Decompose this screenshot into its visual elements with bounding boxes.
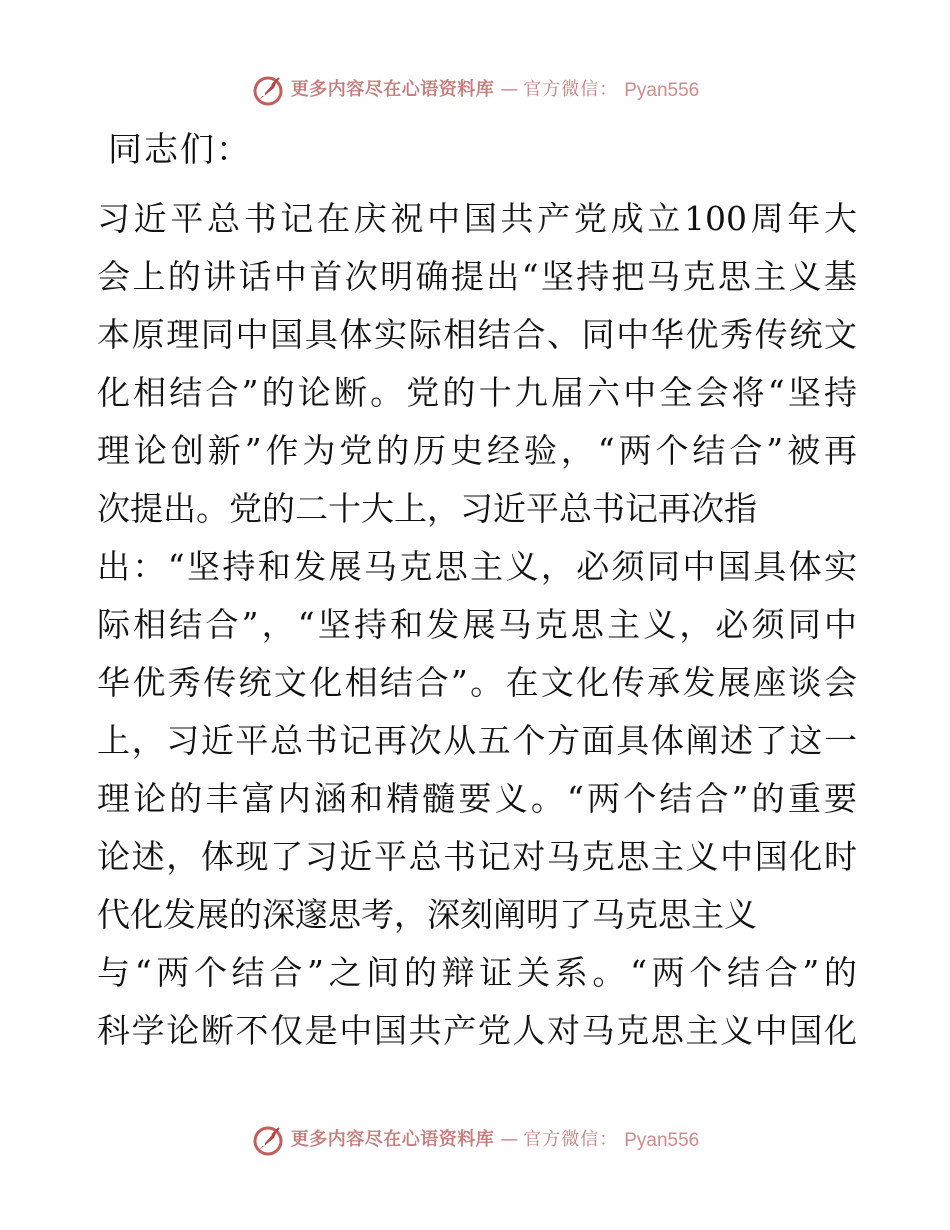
body-line: 本原理同中国具体实际相结合、同中华优秀传统文 <box>97 315 857 354</box>
body-line: 次提出。党的二十大上，习近平总书记再次指 <box>97 489 757 528</box>
body-line: 出：“坚持和发展马克思主义，必须同中国具体实 <box>97 547 857 586</box>
body-line: 与“两个结合”之间的辩证关系。“两个结合”的 <box>97 953 857 992</box>
body-line: 理论的丰富内涵和精髓要义。“两个结合”的重要 <box>97 779 857 818</box>
watermark-separator: — <box>500 1129 518 1150</box>
body-line: 科学论断不仅是中国共产党人对马克思主义中国化 <box>97 1011 857 1050</box>
watermark-separator: — <box>500 79 518 100</box>
body-line: 化相结合”的论断。党的十九届六中全会将“坚持 <box>97 373 857 412</box>
body-line: 会上的讲话中首次明确提出“坚持把马克思主义基 <box>97 257 857 296</box>
watermark-id: Pyan556 <box>624 79 700 101</box>
body-line: 上，习近平总书记再次从五个方面具体阐述了这一 <box>97 721 857 760</box>
body-line: 华优秀传统文化相结合”。在文化传承发展座谈会 <box>97 663 857 702</box>
watermark-brand: 更多内容尽在心语资料库 <box>290 1129 495 1150</box>
footer-watermark <box>0 1120 950 1160</box>
body-line: 理论创新”作为党的历史经验，“两个结合”被再 <box>97 431 857 470</box>
quill-pen-logo-icon <box>251 73 285 107</box>
watermark-label: 官方微信： <box>523 79 619 100</box>
body-line: 习近平总书记在庆祝中国共产党成立100周年大 <box>97 199 857 238</box>
quill-pen-logo-icon <box>251 1123 285 1157</box>
document-body <box>97 190 857 1060</box>
watermark-brand: 更多内容尽在心语资料库 <box>290 79 495 100</box>
watermark-id: Pyan556 <box>624 1129 700 1151</box>
body-line: 际相结合”，“坚持和发展马克思主义，必须同中 <box>97 605 857 644</box>
body-line: 论述，体现了习近平总书记对马克思主义中国化时 <box>97 837 857 876</box>
watermark-label: 官方微信： <box>523 1129 619 1150</box>
salutation: 同志们： <box>108 130 252 170</box>
body-line: 代化发展的深邃思考，深刻阐明了马克思主义 <box>97 895 757 934</box>
header-watermark <box>0 70 950 110</box>
